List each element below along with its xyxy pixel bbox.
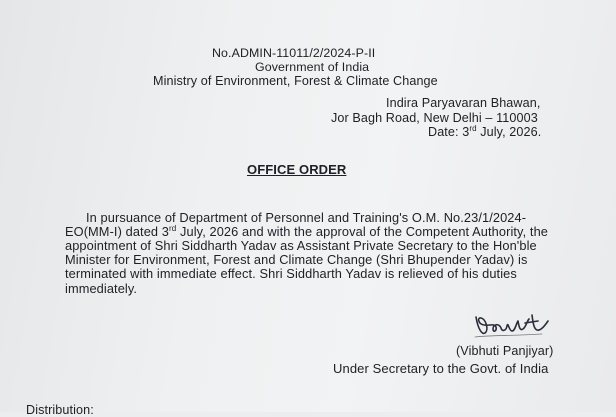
reference-number: No.ADMIN-11011/2/2024-P-II [212, 46, 376, 60]
order-date: Date: 3rd July, 2026. [428, 124, 542, 139]
signatory-name: (Vibhuti Panjiyar) [456, 344, 554, 358]
body-line-1: In pursuance of Department of Personnel and Training's O.M. No.23/1/2024- [86, 210, 527, 225]
body-line-5: terminated with immediate effect. Shri Siddharth Yadav is relieved of his duties [65, 266, 517, 281]
body-line-4: Minister for Environment, Forest and Climate Change (Shri Bhupender Yadav) is [65, 252, 528, 267]
ministry-heading: Ministry of Environment, Forest & Climate Change [153, 74, 438, 88]
address-line-2: Jor Bagh Road, New Delhi – 110003 [331, 111, 538, 125]
handwritten-signature [472, 309, 554, 343]
government-heading: Government of India [255, 60, 370, 74]
signatory-designation: Under Secretary to the Govt. of India [333, 361, 549, 376]
body-line-2: EO(MM-I) dated 3rd July, 2026 and with the approval of the Competent Authority, the [65, 224, 549, 239]
office-order-title: OFFICE ORDER [247, 162, 347, 177]
body-line-6: immediately. [65, 281, 138, 296]
address-line-1: Indira Paryavaran Bhawan, [386, 96, 541, 110]
distribution-label: Distribution: [26, 403, 94, 417]
body-line-3: appointment of Shri Siddharth Yadav as Assistant Private Secretary to the Hon'ble [65, 238, 537, 253]
